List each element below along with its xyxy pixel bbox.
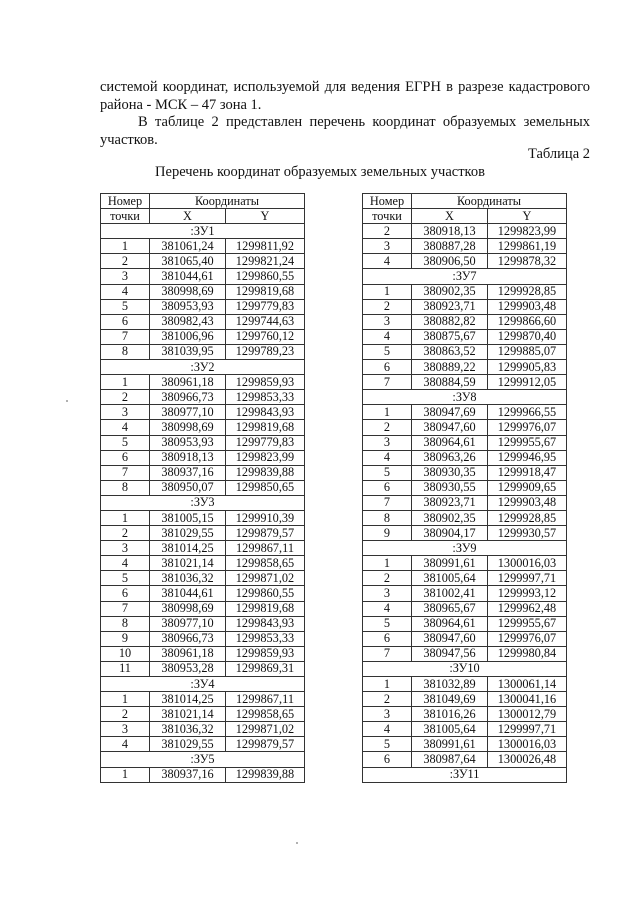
table-number: Таблица 2 xyxy=(527,146,590,162)
point-number: 3 xyxy=(363,314,412,329)
coord-x: 380884,59 xyxy=(412,375,488,390)
table-row xyxy=(363,254,567,269)
coord-y: 1299910,39 xyxy=(226,510,305,525)
point-number: 3 xyxy=(101,269,150,284)
table-row xyxy=(101,254,305,269)
coord-y: 1299930,57 xyxy=(488,526,567,541)
coord-y: 1299997,71 xyxy=(488,571,567,586)
coord-y: 1299744,63 xyxy=(226,314,305,329)
table-row xyxy=(363,465,567,480)
coord-y: 1299811,92 xyxy=(226,239,305,254)
point-number: 4 xyxy=(363,329,412,344)
section-row xyxy=(101,752,305,767)
coord-x: 380964,61 xyxy=(412,435,488,450)
coord-y: 1299843,93 xyxy=(226,616,305,631)
table-row xyxy=(363,752,567,767)
point-number: 6 xyxy=(101,586,150,601)
header-row xyxy=(363,209,567,224)
table-row xyxy=(363,344,567,359)
coord-y: 1299955,67 xyxy=(488,435,567,450)
coord-y: 1299839,88 xyxy=(226,767,305,782)
coord-y: 1299760,12 xyxy=(226,329,305,344)
point-number: 1 xyxy=(101,239,150,254)
point-number: 5 xyxy=(101,571,150,586)
point-number: 4 xyxy=(363,601,412,616)
coord-x: 381029,55 xyxy=(150,737,226,752)
coord-y: 1299860,55 xyxy=(226,269,305,284)
table-title: Перечень координат образуемых земельных участков xyxy=(155,164,485,180)
coord-y: 1299858,65 xyxy=(226,707,305,722)
point-number: 2 xyxy=(363,299,412,314)
table-row xyxy=(101,480,305,495)
point-number: 1 xyxy=(101,692,150,707)
coord-y: 1299850,65 xyxy=(226,480,305,495)
table-row xyxy=(101,526,305,541)
table-row xyxy=(363,224,567,239)
table-row xyxy=(101,571,305,586)
point-number: 2 xyxy=(101,707,150,722)
header-coordinates: Координаты xyxy=(412,194,567,209)
coord-x: 381005,64 xyxy=(412,722,488,737)
coord-y: 1300016,03 xyxy=(488,737,567,752)
parcel-label: :ЗУ9 xyxy=(363,541,567,556)
coord-y: 1299879,57 xyxy=(226,737,305,752)
section-row xyxy=(363,390,567,405)
header-point-number: точки xyxy=(101,209,150,224)
coord-y: 1299903,48 xyxy=(488,495,567,510)
table-row xyxy=(101,299,305,314)
point-number: 1 xyxy=(363,405,412,420)
point-number: 2 xyxy=(101,254,150,269)
section-row xyxy=(363,661,567,676)
coord-y: 1299860,55 xyxy=(226,586,305,601)
table-row xyxy=(363,737,567,752)
point-number: 2 xyxy=(101,390,150,405)
coord-x: 380961,18 xyxy=(150,375,226,390)
point-number: 9 xyxy=(101,631,150,646)
coord-x: 380977,10 xyxy=(150,405,226,420)
point-number: 3 xyxy=(101,405,150,420)
table-row xyxy=(363,314,567,329)
coord-y: 1299779,83 xyxy=(226,435,305,450)
point-number: 6 xyxy=(363,360,412,375)
point-number: 5 xyxy=(101,299,150,314)
table-row xyxy=(101,465,305,480)
coord-y: 1299885,07 xyxy=(488,344,567,359)
coord-y: 1299819,68 xyxy=(226,601,305,616)
parcel-label: :ЗУ7 xyxy=(363,269,567,284)
table-row xyxy=(101,329,305,344)
table-row xyxy=(101,631,305,646)
table-row xyxy=(101,344,305,359)
coord-x: 381014,25 xyxy=(150,692,226,707)
intro-paragraph: системой координат, используемой для ведения ЕГРН в разрезе кадастрового района - МСК – 47 зона 1. xyxy=(100,79,590,113)
coord-y: 1299789,23 xyxy=(226,344,305,359)
point-number: 1 xyxy=(101,375,150,390)
coord-y: 1299853,33 xyxy=(226,631,305,646)
point-number: 10 xyxy=(101,646,150,661)
coord-x: 381029,55 xyxy=(150,526,226,541)
header-row xyxy=(363,194,567,209)
coord-y: 1300012,79 xyxy=(488,707,567,722)
coord-y: 1299867,11 xyxy=(226,692,305,707)
point-number: 2 xyxy=(363,224,412,239)
table-row xyxy=(101,420,305,435)
coord-x: 380977,10 xyxy=(150,616,226,631)
coord-x: 380998,69 xyxy=(150,601,226,616)
point-number: 3 xyxy=(101,722,150,737)
point-number: 7 xyxy=(363,495,412,510)
table-row xyxy=(101,707,305,722)
point-number: 3 xyxy=(363,435,412,450)
table-row xyxy=(363,405,567,420)
coord-y: 1299823,99 xyxy=(226,450,305,465)
table-row xyxy=(363,586,567,601)
coord-x: 380904,17 xyxy=(412,526,488,541)
point-number: 4 xyxy=(363,450,412,465)
coord-y: 1299980,84 xyxy=(488,646,567,661)
coord-x: 380923,71 xyxy=(412,299,488,314)
coord-x: 381021,14 xyxy=(150,556,226,571)
table-row xyxy=(363,435,567,450)
table-row xyxy=(363,526,567,541)
coord-x: 380902,35 xyxy=(412,510,488,525)
table-row xyxy=(101,541,305,556)
table-row xyxy=(363,329,567,344)
coord-x: 380863,52 xyxy=(412,344,488,359)
coord-x: 380937,16 xyxy=(150,767,226,782)
table-row xyxy=(363,299,567,314)
coord-x: 380953,93 xyxy=(150,435,226,450)
point-number: 6 xyxy=(101,450,150,465)
coord-x: 381005,15 xyxy=(150,510,226,525)
parcel-label: :ЗУ3 xyxy=(101,495,305,510)
coord-x: 380961,18 xyxy=(150,646,226,661)
table-row xyxy=(101,239,305,254)
coord-y: 1299859,93 xyxy=(226,646,305,661)
coord-y: 1299823,99 xyxy=(488,224,567,239)
coord-y: 1299909,65 xyxy=(488,480,567,495)
header-coordinates: Координаты xyxy=(150,194,305,209)
coord-x: 380947,69 xyxy=(412,405,488,420)
table-row xyxy=(363,420,567,435)
coord-x: 381065,40 xyxy=(150,254,226,269)
coord-y: 1299853,33 xyxy=(226,390,305,405)
coord-y: 1299819,68 xyxy=(226,284,305,299)
table-row xyxy=(101,767,305,782)
parcel-label: :ЗУ10 xyxy=(363,661,567,676)
point-number: 1 xyxy=(363,556,412,571)
coord-x: 380887,28 xyxy=(412,239,488,254)
coord-y: 1299843,93 xyxy=(226,405,305,420)
coord-x: 380889,22 xyxy=(412,360,488,375)
table-row xyxy=(363,601,567,616)
coord-y: 1299869,31 xyxy=(226,661,305,676)
coord-x: 380966,73 xyxy=(150,390,226,405)
coord-x: 380937,16 xyxy=(150,465,226,480)
scan-speck xyxy=(296,842,298,844)
point-number: 8 xyxy=(101,616,150,631)
point-number: 4 xyxy=(101,284,150,299)
point-number: 4 xyxy=(363,254,412,269)
coord-x: 380923,71 xyxy=(412,495,488,510)
coord-y: 1299962,48 xyxy=(488,601,567,616)
coord-x: 380953,28 xyxy=(150,661,226,676)
coord-y: 1299866,60 xyxy=(488,314,567,329)
header-row xyxy=(101,194,305,209)
point-number: 2 xyxy=(363,692,412,707)
coord-y: 1299912,05 xyxy=(488,375,567,390)
coord-y: 1299879,57 xyxy=(226,526,305,541)
coord-x: 381006,96 xyxy=(150,329,226,344)
table-row xyxy=(363,450,567,465)
table-row xyxy=(101,284,305,299)
parcel-label: :ЗУ8 xyxy=(363,390,567,405)
point-number: 4 xyxy=(363,722,412,737)
point-number: 2 xyxy=(363,420,412,435)
header-row xyxy=(101,209,305,224)
table-row xyxy=(101,646,305,661)
table-row xyxy=(363,571,567,586)
point-number: 7 xyxy=(363,375,412,390)
coord-y: 1299928,85 xyxy=(488,284,567,299)
coord-y: 1299870,40 xyxy=(488,329,567,344)
table-row xyxy=(101,390,305,405)
table-row xyxy=(363,284,567,299)
coord-x: 380947,56 xyxy=(412,646,488,661)
header-y: Y xyxy=(488,209,567,224)
table-row xyxy=(101,692,305,707)
coord-x: 380982,43 xyxy=(150,314,226,329)
coord-x: 380902,35 xyxy=(412,284,488,299)
point-number: 1 xyxy=(101,510,150,525)
coord-y: 1299966,55 xyxy=(488,405,567,420)
point-number: 1 xyxy=(101,767,150,782)
coord-x: 381044,61 xyxy=(150,586,226,601)
coord-y: 1299821,24 xyxy=(226,254,305,269)
section-row xyxy=(363,269,567,284)
table-row xyxy=(101,586,305,601)
coord-x: 380906,50 xyxy=(412,254,488,269)
table-row xyxy=(363,239,567,254)
point-number: 4 xyxy=(101,737,150,752)
table-row xyxy=(363,646,567,661)
coord-x: 380947,60 xyxy=(412,420,488,435)
table-row xyxy=(101,616,305,631)
coord-y: 1299858,65 xyxy=(226,556,305,571)
point-number: 8 xyxy=(101,344,150,359)
coord-x: 381014,25 xyxy=(150,541,226,556)
coord-y: 1299993,12 xyxy=(488,586,567,601)
table-row xyxy=(101,269,305,284)
point-number: 5 xyxy=(363,344,412,359)
section-row xyxy=(363,541,567,556)
coord-y: 1299867,11 xyxy=(226,541,305,556)
coord-x: 380991,61 xyxy=(412,737,488,752)
coord-y: 1299918,47 xyxy=(488,465,567,480)
point-number: 3 xyxy=(363,586,412,601)
coord-y: 1299976,07 xyxy=(488,631,567,646)
coord-x: 380947,60 xyxy=(412,631,488,646)
section-row xyxy=(101,495,305,510)
coord-y: 1300041,16 xyxy=(488,692,567,707)
table-row xyxy=(101,601,305,616)
section-row xyxy=(363,767,567,782)
coord-x: 380875,67 xyxy=(412,329,488,344)
coord-x: 381021,14 xyxy=(150,707,226,722)
point-number: 5 xyxy=(363,737,412,752)
coord-y: 1299819,68 xyxy=(226,420,305,435)
point-number: 3 xyxy=(363,239,412,254)
table-row xyxy=(101,450,305,465)
table-row xyxy=(101,435,305,450)
table-row xyxy=(363,677,567,692)
coord-x: 381049,69 xyxy=(412,692,488,707)
coord-x: 381036,32 xyxy=(150,722,226,737)
point-number: 9 xyxy=(363,526,412,541)
table-row xyxy=(101,314,305,329)
coord-x: 381036,32 xyxy=(150,571,226,586)
coord-y: 1299878,32 xyxy=(488,254,567,269)
section-row xyxy=(101,224,305,239)
point-number: 3 xyxy=(101,541,150,556)
coord-x: 380991,61 xyxy=(412,556,488,571)
coord-x: 381002,41 xyxy=(412,586,488,601)
coord-y: 1299905,83 xyxy=(488,360,567,375)
coord-x: 380930,35 xyxy=(412,465,488,480)
table-row xyxy=(101,722,305,737)
point-number: 6 xyxy=(101,314,150,329)
scan-speck xyxy=(66,400,68,402)
point-number: 7 xyxy=(101,329,150,344)
coord-x: 380998,69 xyxy=(150,284,226,299)
coord-y: 1299976,07 xyxy=(488,420,567,435)
coord-y: 1299903,48 xyxy=(488,299,567,314)
coordinates-table-left xyxy=(100,193,305,783)
point-number: 1 xyxy=(363,677,412,692)
header-x: X xyxy=(150,209,226,224)
table-intro-paragraph: В таблице 2 представлен перечень координат образуемых земельных участков. xyxy=(100,114,590,148)
coord-y: 1299859,93 xyxy=(226,375,305,390)
coord-x: 381044,61 xyxy=(150,269,226,284)
coord-y: 1299997,71 xyxy=(488,722,567,737)
table-row xyxy=(101,405,305,420)
header-y: Y xyxy=(226,209,305,224)
table-row xyxy=(363,707,567,722)
coord-x: 380918,13 xyxy=(412,224,488,239)
coord-x: 380953,93 xyxy=(150,299,226,314)
coord-y: 1300061,14 xyxy=(488,677,567,692)
table-row xyxy=(101,375,305,390)
parcel-label: :ЗУ4 xyxy=(101,677,305,692)
coord-y: 1299955,67 xyxy=(488,616,567,631)
point-number: 7 xyxy=(101,465,150,480)
table-row xyxy=(101,510,305,525)
table-row xyxy=(101,737,305,752)
point-number: 1 xyxy=(363,284,412,299)
coord-y: 1300016,03 xyxy=(488,556,567,571)
header-x: X xyxy=(412,209,488,224)
coord-x: 381005,64 xyxy=(412,571,488,586)
coord-y: 1299779,83 xyxy=(226,299,305,314)
table-row xyxy=(363,722,567,737)
point-number: 6 xyxy=(363,752,412,767)
point-number: 7 xyxy=(363,646,412,661)
table-row xyxy=(363,556,567,571)
table-row xyxy=(363,495,567,510)
header-point-number: точки xyxy=(363,209,412,224)
coord-y: 1299871,02 xyxy=(226,722,305,737)
coord-y: 1300026,48 xyxy=(488,752,567,767)
point-number: 6 xyxy=(363,480,412,495)
coord-y: 1299928,85 xyxy=(488,510,567,525)
point-number: 11 xyxy=(101,661,150,676)
table-row xyxy=(363,616,567,631)
point-number: 4 xyxy=(101,556,150,571)
coord-x: 381039,95 xyxy=(150,344,226,359)
coord-x: 380950,07 xyxy=(150,480,226,495)
coord-x: 380965,67 xyxy=(412,601,488,616)
point-number: 6 xyxy=(363,631,412,646)
point-number: 2 xyxy=(101,526,150,541)
point-number: 3 xyxy=(363,707,412,722)
point-number: 5 xyxy=(363,616,412,631)
point-number: 7 xyxy=(101,601,150,616)
coord-x: 380966,73 xyxy=(150,631,226,646)
coord-x: 380964,61 xyxy=(412,616,488,631)
coord-x: 381016,26 xyxy=(412,707,488,722)
point-number: 5 xyxy=(363,465,412,480)
table-row xyxy=(363,375,567,390)
table-row xyxy=(363,692,567,707)
parcel-label: :ЗУ5 xyxy=(101,752,305,767)
point-number: 5 xyxy=(101,435,150,450)
coord-y: 1299946,95 xyxy=(488,450,567,465)
coord-x: 380930,55 xyxy=(412,480,488,495)
coord-x: 380918,13 xyxy=(150,450,226,465)
table-row xyxy=(363,631,567,646)
coordinates-table-right xyxy=(362,193,567,783)
table-row xyxy=(101,556,305,571)
coord-y: 1299839,88 xyxy=(226,465,305,480)
point-number: 4 xyxy=(101,420,150,435)
coord-x: 380882,82 xyxy=(412,314,488,329)
coord-y: 1299871,02 xyxy=(226,571,305,586)
table-row xyxy=(363,360,567,375)
section-row xyxy=(101,677,305,692)
table-row xyxy=(101,661,305,676)
parcel-label: :ЗУ11 xyxy=(363,767,567,782)
section-row xyxy=(101,360,305,375)
coord-x: 380963,26 xyxy=(412,450,488,465)
parcel-label: :ЗУ2 xyxy=(101,360,305,375)
table-row xyxy=(363,480,567,495)
point-number: 8 xyxy=(363,510,412,525)
point-number: 8 xyxy=(101,480,150,495)
header-point-number: Номер xyxy=(363,194,412,209)
coord-x: 380987,64 xyxy=(412,752,488,767)
coord-x: 380998,69 xyxy=(150,420,226,435)
coord-x: 381032,89 xyxy=(412,677,488,692)
parcel-label: :ЗУ1 xyxy=(101,224,305,239)
table-row xyxy=(363,510,567,525)
point-number: 2 xyxy=(363,571,412,586)
coord-y: 1299861,19 xyxy=(488,239,567,254)
coord-x: 381061,24 xyxy=(150,239,226,254)
header-point-number: Номер xyxy=(101,194,150,209)
